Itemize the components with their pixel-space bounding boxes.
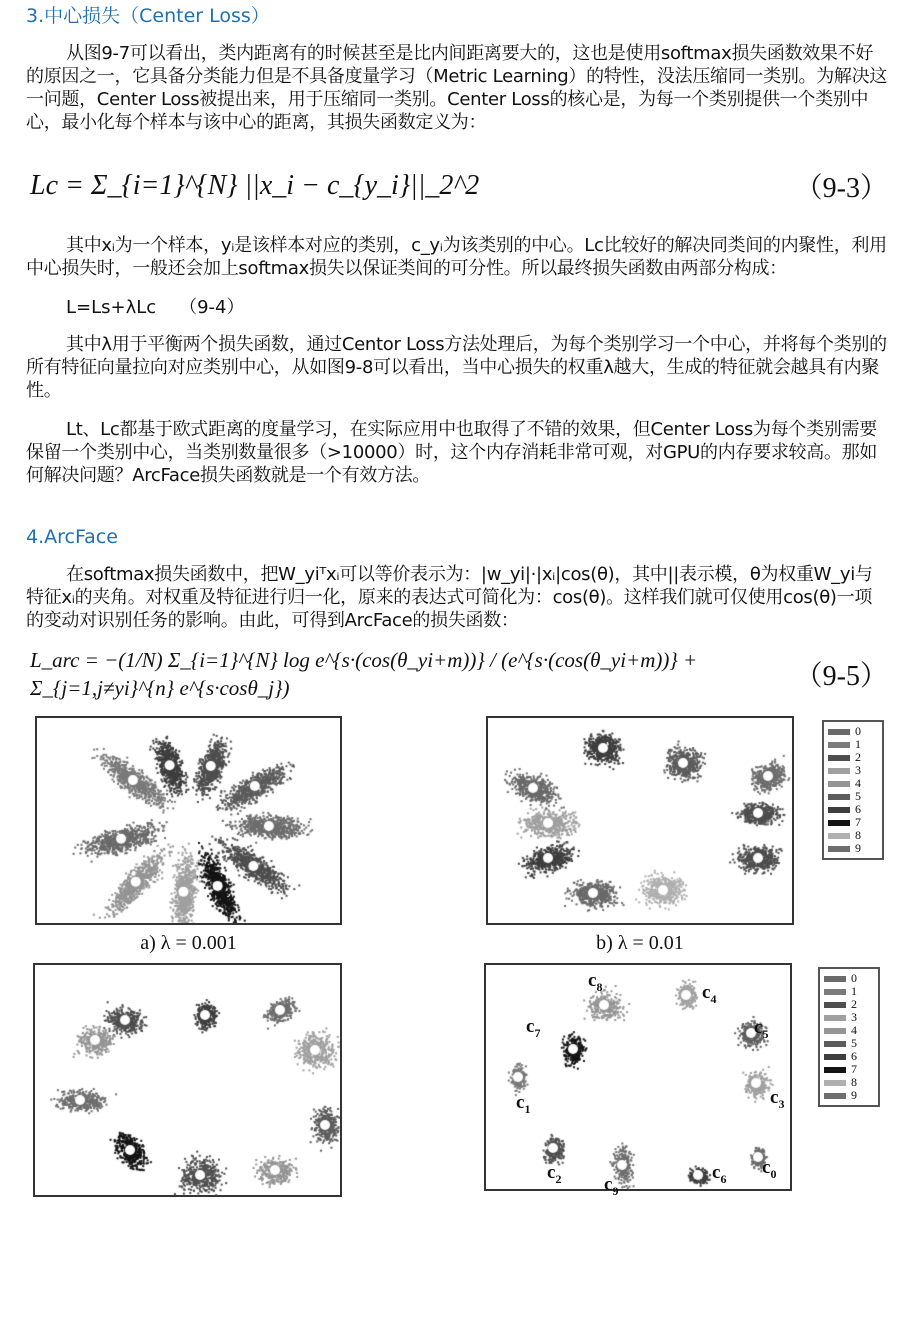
legend-item (824, 816, 882, 829)
legend-swatch (824, 1054, 846, 1060)
legend-label: 2 (855, 750, 861, 764)
legend-swatch (824, 1093, 846, 1099)
section-4-title: 4.ArcFace (26, 526, 118, 548)
legend-swatch (828, 807, 850, 813)
legend-swatch (828, 794, 850, 800)
legend-label: 1 (851, 984, 857, 998)
legend-item (824, 803, 882, 816)
legend-label: 7 (855, 815, 861, 829)
legend-swatch (824, 1041, 846, 1047)
legend-swatch (828, 820, 850, 826)
paragraph: 在softmax损失函数中，把W_yiᵀxᵢ可以等价表示为：|w_yi|·|xᵢ|cos(θ)，其中||表示模，θ为权重W_yi与特征xᵢ的夹角。对权重及特征进行归一化，原来的表达式可简化为：cos(θ)。这样我们就可仅使用cos(θ)一项的变动对识别任务的影响。由此，可得到ArcFace的损失函数： (26, 564, 873, 631)
legend-item (820, 1011, 878, 1024)
figure-row-bottom (26, 963, 888, 1197)
center-label: $c_7$ (526, 1016, 541, 1040)
center-label: $c_5$ (754, 1017, 769, 1041)
center-label: $c_8$ (588, 970, 603, 994)
legend-label: 7 (851, 1062, 857, 1076)
equation-9-5-formula: L_arc = −(1/N) Σ_{i=1}^{N} log e^{s·(cos(θ_yi+m))} / (e^{s·(cos(θ_yi+m))} + Σ_{j=1,j≠yi}^{n} e^{s·cosθ_j}) (30, 648, 698, 700)
legend-item (824, 790, 882, 803)
paragraph: Lt、Lc都基于欧式距离的度量学习，在实际应用中也取得了不错的效果，但Center Loss为每个类别需要保留一个类别中心，当类别数量很多（>10000）时，这个内存消耗非常可观，对GPU的内存要求较高。那如何解决问题？ArcFace损失函数就是一个有效方法。 (26, 419, 878, 486)
legend-label: 9 (851, 1088, 857, 1102)
equation-number: （9-3） (794, 173, 888, 204)
legend-label: 3 (851, 1010, 857, 1024)
legend-label: 8 (855, 828, 861, 842)
legend-swatch (824, 989, 846, 995)
legend-label: 6 (851, 1049, 857, 1063)
center-label: $c_9$ (604, 1174, 619, 1198)
legend-item (820, 1050, 878, 1063)
legend-swatch (824, 1080, 846, 1086)
legend-item (820, 1063, 878, 1076)
legend-item (824, 738, 882, 751)
legend-swatch (824, 976, 846, 982)
equation-number: （9-5） (794, 661, 888, 692)
legend-label: 8 (851, 1075, 857, 1089)
equation-number: （9-4） (179, 297, 245, 318)
legend-swatch (824, 1002, 846, 1008)
legend-label: 2 (851, 997, 857, 1011)
figure-a-top (35, 716, 342, 963)
legend-item (824, 751, 882, 764)
legend-swatch (828, 729, 850, 735)
legend-item (820, 1089, 878, 1102)
legend-top (822, 720, 884, 860)
legend-item (824, 764, 882, 777)
legend-item (820, 998, 878, 1011)
legend-swatch (828, 768, 850, 774)
equation-9-3 (30, 156, 888, 216)
center-label: $c_2$ (547, 1162, 562, 1186)
caption-b: b) λ = 0.01 (596, 932, 684, 954)
center-label: $c_0$ (762, 1157, 777, 1181)
equation-9-3-formula: Lc = Σ_{i=1}^{N} ||x_i − c_{y_i}||_2^2 (30, 170, 480, 201)
legend-swatch (828, 781, 850, 787)
legend-label: 9 (855, 841, 861, 855)
paragraph: 其中λ用于平衡两个损失函数，通过Centor Loss方法处理后，为每个类别学习一个中心，并将每个类别的所有特征向量拉向对应类别中心，从如图9-8可以看出，当中心损失的权重λ越大，生成的特征就会越具有内聚性。 (26, 334, 887, 401)
legend-label: 0 (851, 971, 857, 985)
legend-item (824, 829, 882, 842)
scatter-plot-b-bottom (484, 963, 792, 1198)
caption-a: a) λ = 0.001 (140, 932, 237, 954)
legend-swatch (828, 833, 850, 839)
center-label: $c_6$ (712, 1162, 727, 1186)
center-label: $c_4$ (702, 982, 717, 1006)
figure-row-top (26, 716, 888, 963)
figure-a-bottom (33, 963, 342, 1197)
legend-label: 4 (855, 776, 861, 790)
legend-item (820, 1024, 878, 1037)
legend-label: 5 (851, 1036, 857, 1050)
legend-item (820, 972, 878, 985)
scatter-plot-b-top (486, 716, 794, 925)
legend-swatch (828, 742, 850, 748)
legend-swatch (824, 1028, 846, 1034)
figure-b-top (486, 716, 794, 963)
legend-item (820, 985, 878, 998)
legend-bottom (818, 967, 880, 1107)
section-3-title: 3.中心损失（Center Loss） (26, 5, 270, 27)
legend-label: 4 (851, 1023, 857, 1037)
legend-swatch (824, 1067, 846, 1073)
paragraph: 从图9-7可以看出，类内距离有的时候甚至是比内间距离要大的，这也是使用softmax损失函数效果不好的原因之一，它具备分类能力但是不具备度量学习（Metric Learning）的特性，没法压缩同一类别。为解决这一问题，Center Loss被提出来，用于压缩同一类别。Center Loss的核心是，为每一个类别提供一个类别中心，最小化每个样本与该中心的距离，其损失函数定义为： (26, 43, 888, 133)
scatter-plot-a-bottom (33, 963, 342, 1197)
legend-swatch (828, 755, 850, 761)
equation-9-5 (30, 646, 888, 702)
scatter-plot-a-top (35, 716, 342, 925)
legend-label: 1 (855, 737, 861, 751)
legend-label: 0 (855, 724, 861, 738)
center-label: $c_3$ (770, 1087, 785, 1111)
legend-label: 5 (855, 789, 861, 803)
legend-swatch (824, 1015, 846, 1021)
equation-9-4-formula: L=Ls+λLc (66, 297, 157, 318)
legend-label: 3 (855, 763, 861, 777)
legend-swatch (828, 846, 850, 852)
center-label: $c_1$ (516, 1092, 531, 1116)
legend-item (820, 1076, 878, 1089)
legend-item (824, 725, 882, 738)
legend-item (824, 842, 882, 855)
equation-9-4 (66, 296, 888, 319)
legend-label: 6 (855, 802, 861, 816)
legend-item (820, 1037, 878, 1050)
paragraph: 其中xᵢ为一个样本，yᵢ是该样本对应的类别，c_yᵢ为该类别的中心。Lc比较好的解决同类间的内聚性，利用中心损失时，一般还会加上softmax损失以保证类间的可分性。所以最终损失函数由两部分构成： (26, 235, 887, 279)
legend-item (824, 777, 882, 790)
